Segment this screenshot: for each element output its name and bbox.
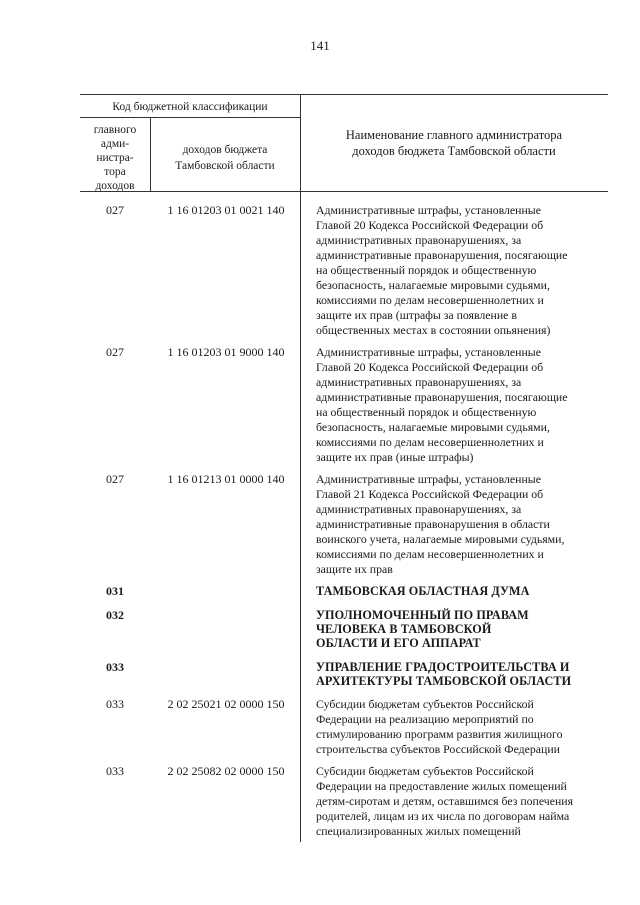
revenue-code: 2 02 25021 02 0000 150 [167, 697, 285, 711]
revenue-name [316, 472, 608, 577]
admin-code: 027 [106, 203, 124, 217]
admin-code: 033 [106, 660, 124, 674]
name-line: специализированных жилых помещений [316, 824, 521, 838]
name-line: защите их прав (штрафы за появление в [316, 308, 517, 322]
revenue-code: 2 02 25082 02 0000 150 [167, 764, 285, 778]
name-line: ТАМБОВСКАЯ ОБЛАСТНАЯ ДУМА [316, 584, 530, 598]
header-admin-line: тора [104, 166, 126, 178]
header-code-column [150, 142, 300, 174]
name-line: воинского учета, налагаемые мировыми судьями, [316, 532, 565, 546]
organization-name [316, 608, 608, 650]
header-admin-line: адми- [100, 138, 130, 150]
header-group-title: Код бюджетной классификации [112, 101, 268, 113]
name-line: ЧЕЛОВЕКА В ТАМБОВСКОЙ [316, 622, 492, 636]
name-line: Федерации на реализацию мероприятий по [316, 712, 534, 726]
revenue-name [316, 345, 608, 465]
header-admin-line: доходов [95, 180, 135, 192]
name-line: АРХИТЕКТУРЫ ТАМБОВСКОЙ ОБЛАСТИ [316, 674, 572, 688]
name-line: административных правонарушениях, за [316, 375, 522, 389]
header-admin-line: главного [93, 124, 137, 136]
name-line: Субсидии бюджетам субъектов Российской [316, 697, 534, 711]
name-line: Главой 20 Кодекса Российской Федерации об [316, 218, 544, 232]
table-top-rule [80, 94, 608, 95]
name-line: Главой 21 Кодекса Российской Федерации об [316, 487, 544, 501]
organization-name [316, 584, 608, 598]
admin-code: 033 [106, 697, 124, 711]
header-name-line: Наименование главного администратора [345, 128, 563, 142]
column-divider-name [300, 94, 301, 842]
name-line: защите их прав (иные штрафы) [316, 450, 474, 464]
name-line: Субсидии бюджетам субъектов Российской [316, 764, 534, 778]
page-number: 141 [310, 38, 330, 53]
revenue-code: 1 16 01203 01 9000 140 [167, 345, 285, 359]
admin-code: 033 [106, 764, 124, 778]
name-line: УПРАВЛЕНИЕ ГРАДОСТРОИТЕЛЬСТВА И [316, 660, 570, 674]
name-line: безопасность, налагаемые мировыми судьями, [316, 278, 550, 292]
header-admin-line: нистра- [96, 152, 134, 164]
name-line: безопасность, налагаемые мировыми судьями, [316, 420, 550, 434]
header-admin-column [80, 123, 150, 193]
name-line: ОБЛАСТИ И ЕГО АППАРАТ [316, 636, 481, 650]
name-line: детям-сиротам и детям, оставшимся без попечения [316, 794, 574, 808]
admin-code: 027 [106, 345, 124, 359]
name-line: Административные штрафы, установленные [316, 472, 541, 486]
name-line: защите их прав [316, 562, 393, 576]
header-name-line: доходов бюджета Тамбовской области [352, 144, 556, 158]
name-line: родителей, лицам из их числа по договорам найма [316, 809, 570, 823]
revenue-code: 1 16 01203 01 0021 140 [167, 203, 285, 217]
name-line: Федерации на предоставление жилых помещений [316, 779, 567, 793]
name-line: общественных местах в состоянии опьянения) [316, 323, 551, 337]
header-bottom-rule [80, 191, 608, 192]
name-line: Административные штрафы, установленные [316, 345, 541, 359]
name-line: комиссиями по делам несовершеннолетних и [316, 435, 544, 449]
name-line: на общественный порядок и общественную [316, 263, 537, 277]
name-line: административные правонарушения, посягающие [316, 390, 568, 404]
group-header-rule [80, 117, 300, 118]
organization-name [316, 660, 608, 688]
name-line: административных правонарушениях, за [316, 233, 522, 247]
name-line: УПОЛНОМОЧЕННЫЙ ПО ПРАВАМ [316, 608, 529, 622]
revenue-code: 1 16 01213 01 0000 140 [167, 472, 285, 486]
name-line: Административные штрафы, установленные [316, 203, 541, 217]
name-line: Главой 20 Кодекса Российской Федерации об [316, 360, 544, 374]
admin-code: 027 [106, 472, 124, 486]
name-line: комиссиями по делам несовершеннолетних и [316, 547, 544, 561]
header-code-line: доходов бюджета [182, 144, 268, 156]
header-code-line: Тамбовской области [175, 160, 275, 172]
name-line: административные правонарушения в области [316, 517, 550, 531]
revenue-name [316, 764, 608, 839]
revenue-name [316, 203, 608, 338]
revenue-name [316, 697, 608, 757]
name-line: административных правонарушениях, за [316, 502, 522, 516]
name-line: комиссиями по делам несовершеннолетних и [316, 293, 544, 307]
header-name-column [300, 127, 608, 159]
name-line: строительства субъектов Российской Федерации [316, 742, 560, 756]
name-line: стимулированию программ развития жилищного [316, 727, 563, 741]
name-line: на общественный порядок и общественную [316, 405, 537, 419]
name-line: административные правонарушения, посягающие [316, 248, 568, 262]
admin-code: 031 [106, 584, 124, 598]
admin-code: 032 [106, 608, 124, 622]
